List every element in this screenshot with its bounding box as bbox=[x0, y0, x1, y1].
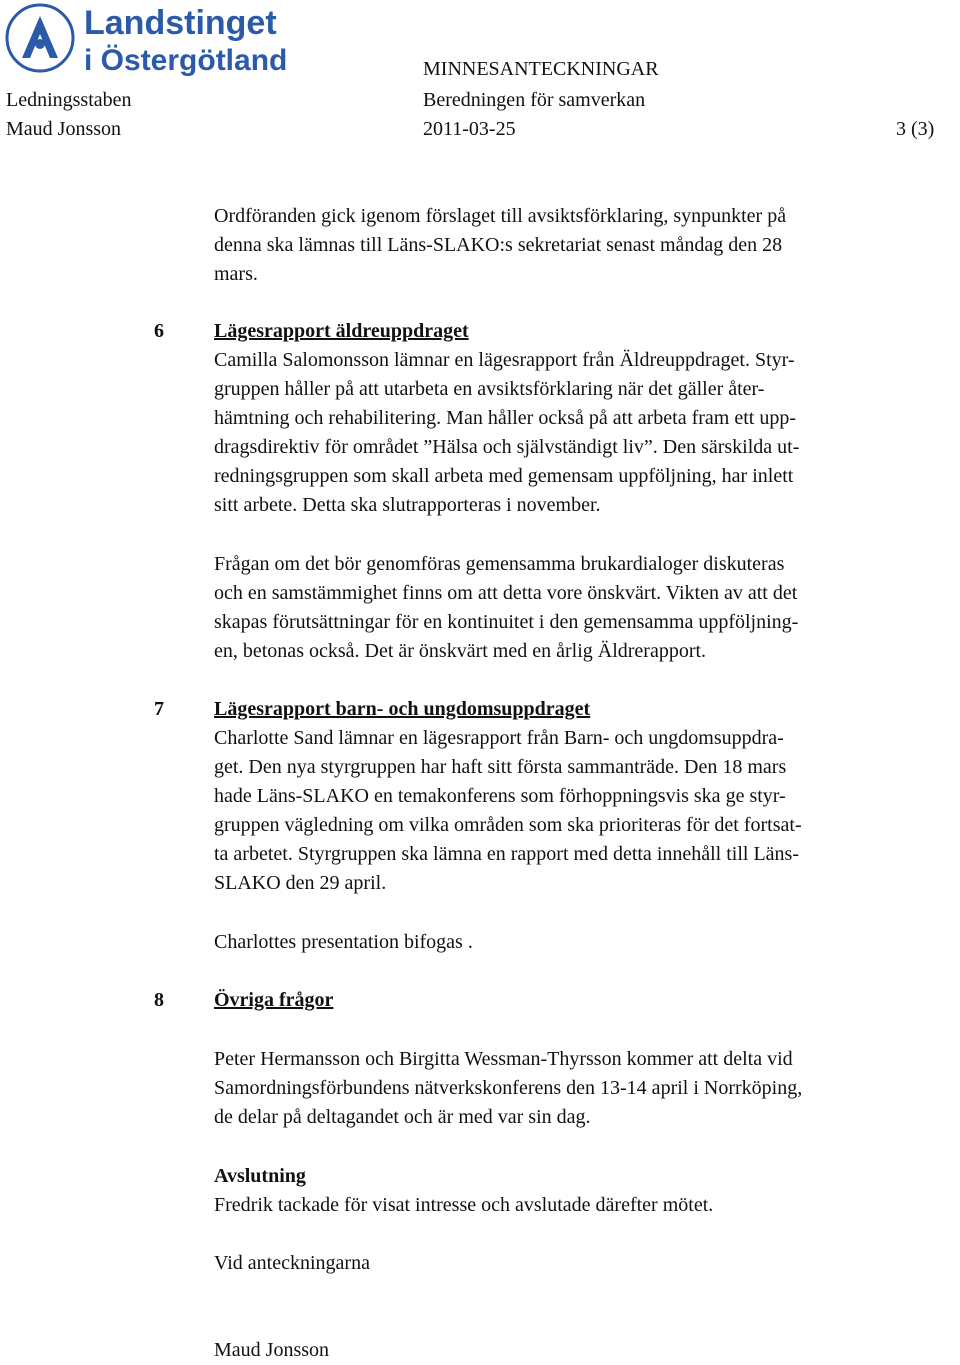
section-6-paragraph-2 bbox=[214, 550, 960, 666]
section-6-number: 6 bbox=[154, 320, 164, 342]
text-line: Peter Hermansson och Birgitta Wessman-Thyrsson kommer att delta vid bbox=[214, 1048, 793, 1070]
section-7-heading: Lägesrapport barn- och ungdomsuppdraget bbox=[214, 698, 591, 720]
section-7-number: 7 bbox=[154, 698, 164, 720]
text-line: hämtning och rehabilitering. Man håller också på att arbeta fram ett upp- bbox=[214, 407, 797, 429]
section-8-heading: Övriga frågor bbox=[214, 989, 334, 1011]
text-line: Camilla Salomonsson lämnar en lägesrapport från Äldreuppdraget. Styr- bbox=[214, 349, 795, 371]
logo-line2: i Östergötland bbox=[84, 44, 288, 77]
department: Ledningsstaben bbox=[6, 89, 132, 111]
text-line: sitt arbete. Detta ska slutrapporteras i november. bbox=[214, 494, 601, 516]
doc-type: MINNESANTECKNINGAR bbox=[423, 58, 659, 80]
text-line: skapas förutsättningar för en kontinuitet i den gemensamma uppföljning- bbox=[214, 611, 799, 633]
page-number: 3 (3) bbox=[896, 118, 935, 140]
text-line: Ordföranden gick igenom förslaget till avsiktsförklaring, synpunkter på bbox=[214, 205, 787, 227]
section-7-paragraph-1 bbox=[214, 724, 960, 898]
signature-name: Maud Jonsson bbox=[214, 1339, 330, 1361]
signature-label: Vid anteckningarna bbox=[214, 1252, 370, 1274]
text-line: Charlottes presentation bifogas . bbox=[214, 931, 473, 953]
logo-emblem bbox=[0, 0, 320, 80]
text-line: Charlotte Sand lämnar en lägesrapport från Barn- och ungdomsuppdra- bbox=[214, 727, 784, 749]
text-line: hade Läns-SLAKO en temakonferens som förhoppningsvis ska ge styr- bbox=[214, 785, 786, 807]
landstinget-logo bbox=[0, 0, 320, 80]
intro-paragraph bbox=[214, 202, 960, 289]
text-line: denna ska lämnas till Läns-SLAKO:s sekretariat senast måndag den 28 bbox=[214, 234, 783, 256]
text-line: och en samstämmighet finns om att detta vore önskvärt. Vikten av att det bbox=[214, 582, 798, 604]
text-line: ta arbetet. Styrgruppen ska lämna en rapport med detta innehåll till Läns- bbox=[214, 843, 799, 865]
section-8-paragraph-1 bbox=[214, 1045, 960, 1132]
closing-heading: Avslutning bbox=[214, 1165, 306, 1187]
text-line: gruppen håller på att utarbeta en avsiktsförklaring när det gäller åter- bbox=[214, 378, 765, 400]
group-name: Beredningen för samverkan bbox=[423, 89, 646, 111]
text-line: redningsgruppen som skall arbeta med gemensam uppföljning, har inlett bbox=[214, 465, 794, 487]
text-line: de delar på deltagandet och är med var sin dag. bbox=[214, 1106, 591, 1128]
text-line: gruppen vägledning om vilka områden som ska prioriteras för det fortsat- bbox=[214, 814, 802, 836]
section-8-number: 8 bbox=[154, 989, 164, 1011]
closing-text: Fredrik tackade för visat intresse och avslutade därefter mötet. bbox=[214, 1194, 714, 1216]
logo-line1: Landstinget bbox=[84, 4, 277, 42]
text-line: dragsdirektiv för området ”Hälsa och självständigt liv”. Den särskilda ut- bbox=[214, 436, 800, 458]
text-line: mars. bbox=[214, 263, 258, 285]
date: 2011-03-25 bbox=[423, 118, 516, 140]
text-line: Samordningsförbundens nätverkskonferens den 13-14 april i Norrköping, bbox=[214, 1077, 803, 1099]
text-line: Frågan om det bör genomföras gemensamma brukardialoger diskuteras bbox=[214, 553, 785, 575]
author: Maud Jonsson bbox=[6, 118, 122, 140]
text-line: en, betonas också. Det är önskvärt med en årlig Äldrerapport. bbox=[214, 640, 707, 662]
section-7-paragraph-2 bbox=[214, 928, 960, 957]
section-6-paragraph-1 bbox=[214, 346, 960, 520]
text-line: get. Den nya styrgruppen har haft sitt första sammanträde. Den 18 mars bbox=[214, 756, 787, 778]
text-line: SLAKO den 29 april. bbox=[214, 872, 387, 894]
section-6-heading: Lägesrapport äldreuppdraget bbox=[214, 320, 469, 342]
